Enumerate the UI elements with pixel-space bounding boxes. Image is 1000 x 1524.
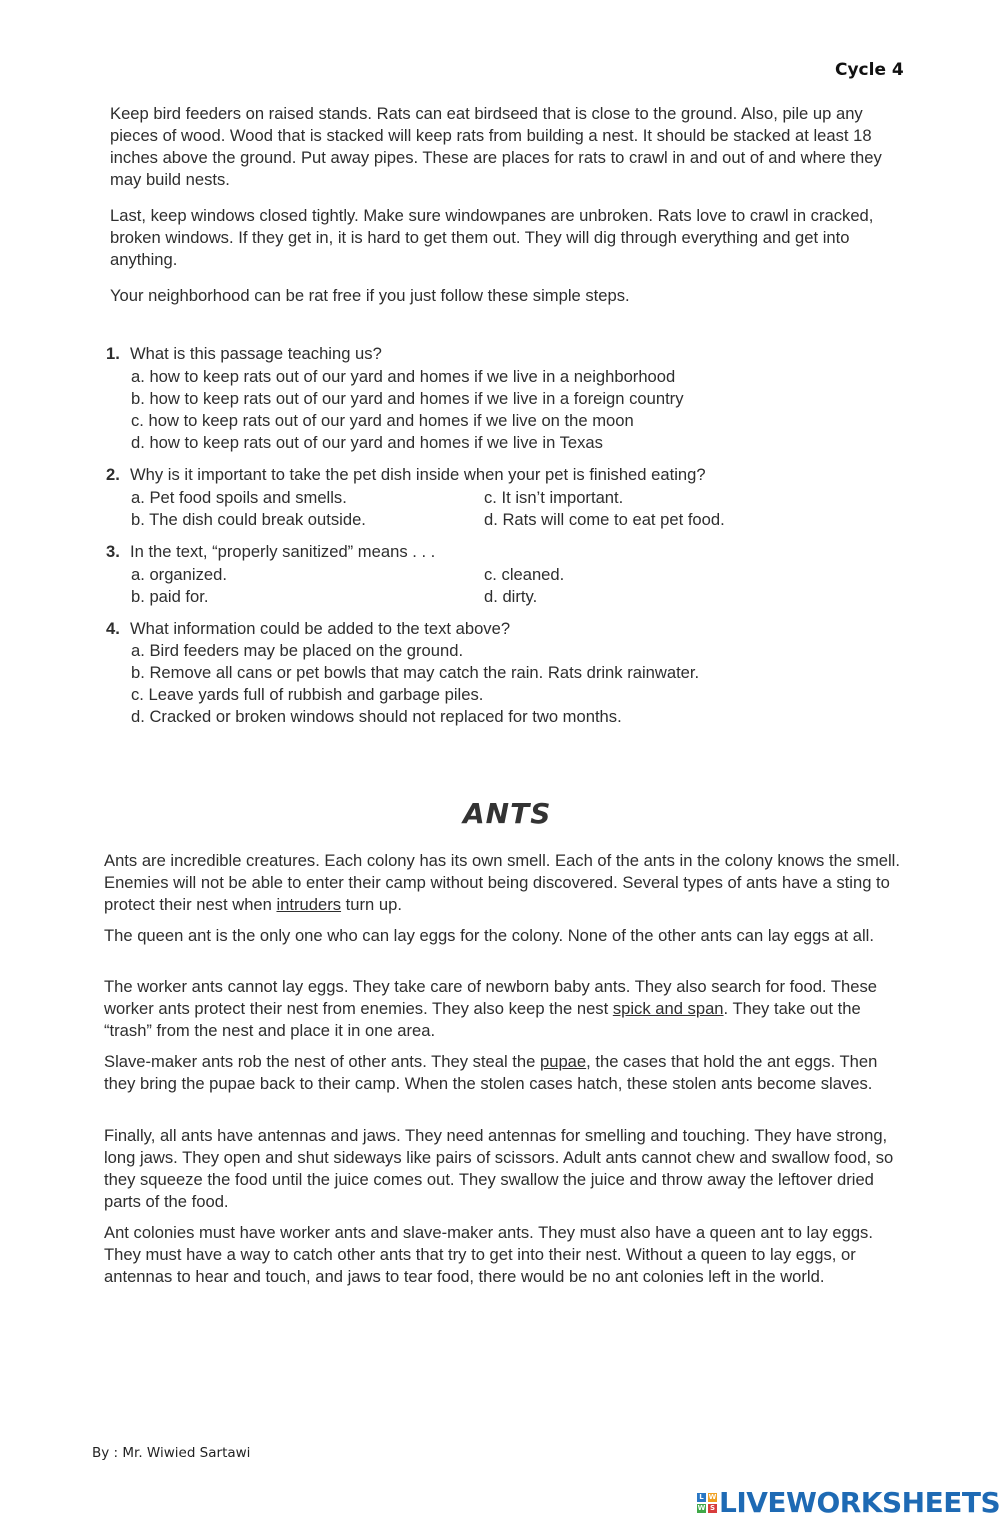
cycle-label: Cycle 4 xyxy=(835,60,904,80)
question-text: In the text, “properly sanitized” means . . . xyxy=(130,542,436,561)
option-1d[interactable]: d. how to keep rats out of our yard and homes if we live in Texas xyxy=(131,433,603,452)
option-4d[interactable]: d. Cracked or broken windows should not replaced for two months. xyxy=(131,707,622,726)
ants-paragraph-2: The queen ant is the only one who can lay eggs for the colony. None of the other ants can lay eggs at all. xyxy=(104,926,874,945)
ants-paragraph-4: Slave-maker ants rob the nest of other ants. They steal the pupae, the cases that hold the ant eggs. Then they bring the pupae back to their camp. When the stolen cases hatch, these stolen ants become slaves. xyxy=(104,1052,878,1093)
option-3d[interactable]: d. dirty. xyxy=(484,587,538,606)
liveworksheets-logo[interactable] xyxy=(697,1486,1000,1519)
option-2a[interactable]: a. Pet food spoils and smells. xyxy=(131,488,347,507)
question-number: 4. xyxy=(106,619,120,638)
question-3 xyxy=(106,541,435,563)
ants-paragraph-5: Finally, all ants have antennas and jaws. They need antennas for smelling and touching. They have strong, long jaws. They open and shut sideways like pairs of scissors. Adult ants cannot chew and swallow food, so they squeeze the food until the juice comes out. They swallow the juice and throw away the leftover dried parts of the food. xyxy=(104,1126,894,1211)
question-1 xyxy=(106,343,382,365)
question-4 xyxy=(106,618,510,640)
question-text: What is this passage teaching us? xyxy=(130,344,382,363)
question-text: Why is it important to take the pet dish inside when your pet is finished eating? xyxy=(130,465,706,484)
rats-paragraph-2: Last, keep windows closed tightly. Make sure windowpanes are unbroken. Rats love to crawl in cracked, broken windows. If they get in, it is hard to get them out. They will dig through everything and get into anything. xyxy=(110,206,874,269)
option-2b[interactable]: b. The dish could break outside. xyxy=(131,510,366,529)
underlined-phrase: spick and span xyxy=(612,999,724,1018)
rats-paragraph-1: Keep bird feeders on raised stands. Rats can eat birdseed that is close to the ground. Also, pile up any pieces of wood. Wood that is stacked will keep rats from building a nest. It should be stacked at least 18 inches above the ground. Put away pipes. These are places for rats to crawl in and out of and where they may build nests. xyxy=(110,104,882,189)
option-3a[interactable]: a. organized. xyxy=(131,565,227,584)
ants-paragraph-1: Ants are incredible creatures. Each colony has its own smell. Each of the ants in the colony knows the smell. Enemies will not be able to enter their camp without being discovered. Several types of ants have a sting to protect their nest when intruders turn up. xyxy=(104,851,900,914)
question-number: 1. xyxy=(106,344,120,363)
logo-blocks-icon: L W W S xyxy=(697,1492,717,1512)
underlined-word: pupae xyxy=(539,1052,587,1071)
option-4b[interactable]: b. Remove all cans or pet bowls that may catch the rain. Rats drink rainwater. xyxy=(131,663,700,682)
question-2 xyxy=(106,464,706,486)
ants-paragraph-3: The worker ants cannot lay eggs. They take care of newborn baby ants. They also search for food. These worker ants protect their nest from enemies. They also keep the nest spick and span. They take out the “trash” from the nest and place it in one area. xyxy=(104,977,877,1040)
option-1c[interactable]: c. how to keep rats out of our yard and homes if we live on the moon xyxy=(131,411,634,430)
option-4a[interactable]: a. Bird feeders may be placed on the ground. xyxy=(131,641,464,660)
underlined-word: intruders xyxy=(276,895,342,914)
ants-paragraph-6: Ant colonies must have worker ants and slave-maker ants. They must also have a queen ant to lay eggs. They must have a way to catch other ants that try to get into their nest. Without a queen to lay eggs, or antennas to hear and touch, and jaws to tear food, there would be no ant colonies left in the world. xyxy=(104,1223,873,1286)
option-3b[interactable]: b. paid for. xyxy=(131,587,209,606)
author-credit: By : Mr. Wiwied Sartawi xyxy=(92,1445,251,1461)
question-number: 3. xyxy=(106,542,120,561)
option-1a[interactable]: a. how to keep rats out of our yard and homes if we live in a neighborhood xyxy=(131,367,676,386)
ants-title: ANTS xyxy=(463,797,552,830)
brand-name: LIVEWORKSHEETS xyxy=(719,1486,1000,1519)
option-4c[interactable]: c. Leave yards full of rubbish and garbage piles. xyxy=(131,685,484,704)
rats-paragraph-3: Your neighborhood can be rat free if you just follow these simple steps. xyxy=(110,286,630,305)
option-1b[interactable]: b. how to keep rats out of our yard and homes if we live in a foreign country xyxy=(131,389,684,408)
option-2c[interactable]: c. It isn’t important. xyxy=(484,488,624,507)
question-number: 2. xyxy=(106,465,120,484)
question-text: What information could be added to the text above? xyxy=(130,619,511,638)
option-2d[interactable]: d. Rats will come to eat pet food. xyxy=(484,510,725,529)
option-3c[interactable]: c. cleaned. xyxy=(484,565,565,584)
